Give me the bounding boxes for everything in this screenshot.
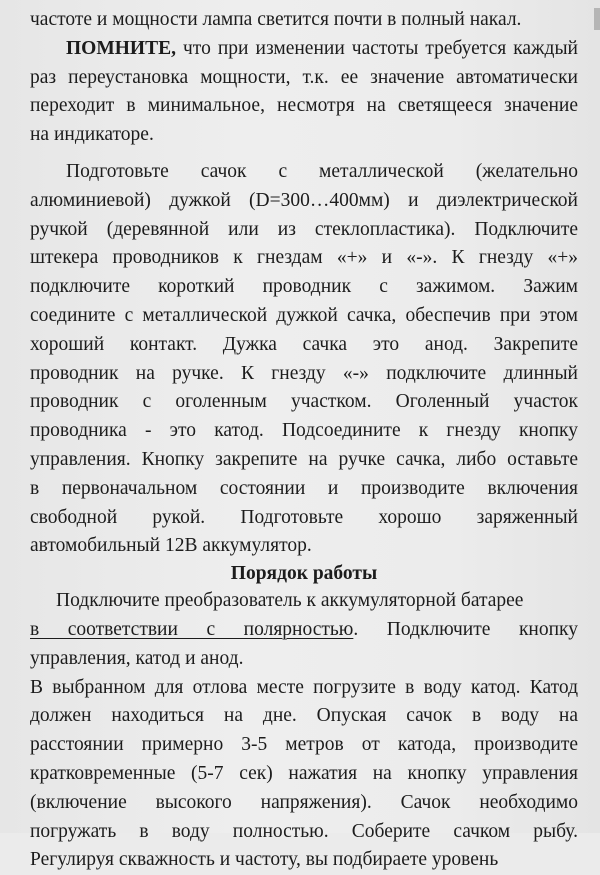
text-line: должен находиться на дне. Опуская сачок в воду на — [30, 705, 578, 727]
text-line: раз переустановка мощности, т.к. ее значение автоматически — [30, 66, 578, 88]
text-line: Регулируя скважность и частоту, вы подбираете уровень — [30, 849, 499, 871]
text-line: алюминиевой) дужкой (D=300…400мм) и диэлектрической — [30, 189, 578, 211]
text-line: автомобильный 12В аккумулятор. — [30, 535, 312, 557]
text-line: Подключите преобразователь к аккумуляторной батарее — [56, 590, 524, 612]
text-line: штекера проводников к гнездам «+» и «-». К гнезду «+» — [30, 247, 578, 269]
text-span: . Подключите кнопку — [353, 618, 578, 640]
underlined-text: в соответствии с полярностью — [30, 618, 354, 640]
text-line: проводника - это катод. Подсоедините к гнезду кнопку — [30, 420, 578, 442]
text-line: Подготовьте сачок с металлической (желательно — [66, 160, 578, 182]
text-line: подключите короткий проводник с зажимом. Зажим — [30, 276, 578, 298]
text-line: проводник на ручке. К гнезду «-» подключите длинный — [30, 362, 578, 384]
text-span: что при изменении частоты требуется каждый — [175, 37, 578, 59]
scan-edge-mark — [594, 8, 600, 30]
text-line — [30, 616, 578, 645]
text-line: переходит в минимальное, несмотря на светящееся значение — [30, 95, 578, 117]
text-line: расстоянии примерно 3-5 метров от катода, производите — [30, 734, 578, 756]
text-line: на индикаторе. — [30, 124, 154, 146]
text-line: ручкой (деревянной или из стеклопластика). Подключите — [30, 218, 578, 240]
text-line: частоте и мощности лампа светится почти в полный накал. — [30, 9, 522, 30]
text-line: кратковременные (5-7 сек) нажатия на кнопку управления — [30, 762, 578, 784]
section-heading: Порядок работы — [230, 563, 378, 585]
text-line — [30, 35, 578, 64]
text-line: свободной рукой. Подготовьте хорошо заряженный — [30, 506, 578, 528]
text-line: хороший контакт. Дужка сачка это анод. Закрепите — [30, 333, 578, 355]
text-line: соедините с металлической дужкой сачка, обеспечив при этом — [30, 304, 578, 326]
text-line: управления, катод и анод. — [30, 647, 244, 669]
text-line: проводник с оголенным участком. Оголенный участок — [30, 391, 578, 413]
emphasis-text: ПОМНИТЕ, — [66, 37, 176, 59]
text-line: в первоначальном состоянии и производите включения — [30, 477, 578, 499]
text-line: (включение высокого напряжения). Сачок необходимо — [30, 791, 578, 813]
text-line: управления. Кнопку закрепите на ручке сачка, либо оставьте — [30, 448, 578, 470]
text-line: В выбранном для отлова месте погрузите в воду катод. Катод — [30, 676, 578, 698]
paragraph-gap — [30, 150, 578, 158]
text-line: погружать в воду полностью. Соберите сачком рыбу. — [30, 820, 578, 842]
